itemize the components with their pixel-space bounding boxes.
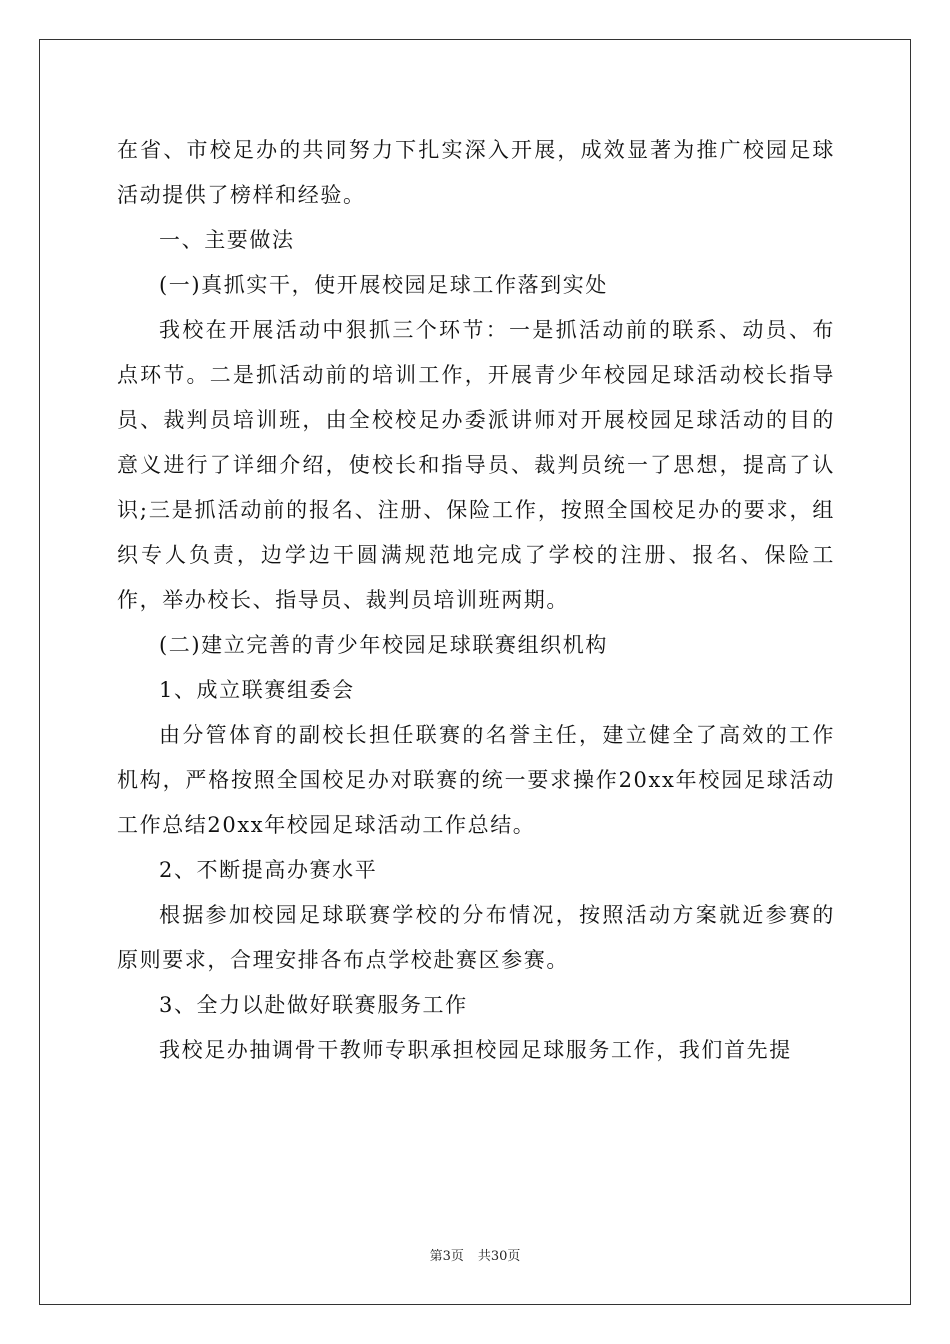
page-footer [0, 1245, 950, 1264]
item-heading: 1、成立联赛组委会 [159, 678, 355, 702]
paragraph-body: 我校足办抽调骨干教师专职承担校园足球服务工作，我们首先提 [159, 1038, 792, 1062]
paragraph-body: 由分管体育的副校长担任联赛的名誉主任，建立健全了高效的工作机构，严格按照全国校足办对联赛的统一要求操作20xx年校园足球活动工作总结20xx年校园足球活动工作总结。 [117, 723, 835, 837]
item-heading: 3、全力以赴做好联赛服务工作 [159, 993, 468, 1017]
document-body [117, 128, 835, 1073]
page-total: 共30页 [477, 1249, 521, 1264]
page-number: 第3页 [429, 1249, 464, 1264]
section-heading: 一、主要做法 [159, 228, 295, 252]
subsection-heading: (一)真抓实干，使开展校园足球工作落到实处 [159, 273, 608, 297]
item-heading: 2、不断提高办赛水平 [159, 858, 378, 882]
paragraph-intro: 在省、市校足办的共同努力下扎实深入开展，成效显著为推广校园足球活动提供了榜样和经验。 [117, 138, 835, 207]
subsection-heading: (二)建立完善的青少年校园足球联赛组织机构 [159, 633, 608, 657]
paragraph-body: 根据参加校园足球联赛学校的分布情况，按照活动方案就近参赛的原则要求，合理安排各布点学校赴赛区参赛。 [117, 903, 835, 972]
paragraph-body: 我校在开展活动中狠抓三个环节：一是抓活动前的联系、动员、布点环节。二是抓活动前的培训工作，开展青少年校园足球活动校长指导员、裁判员培训班，由全校校足办委派讲师对开展校园足球活动的目的意义进行了详细介绍，使校长和指导员、裁判员统一了思想，提高了认识;三是抓活动前的报名、注册、保险工作，按照全国校足办的要求，组织专人负责，边学边干圆满规范地完成了学校的注册、报名、保险工作，举办校长、指导员、裁判员培训班两期。 [117, 318, 835, 612]
